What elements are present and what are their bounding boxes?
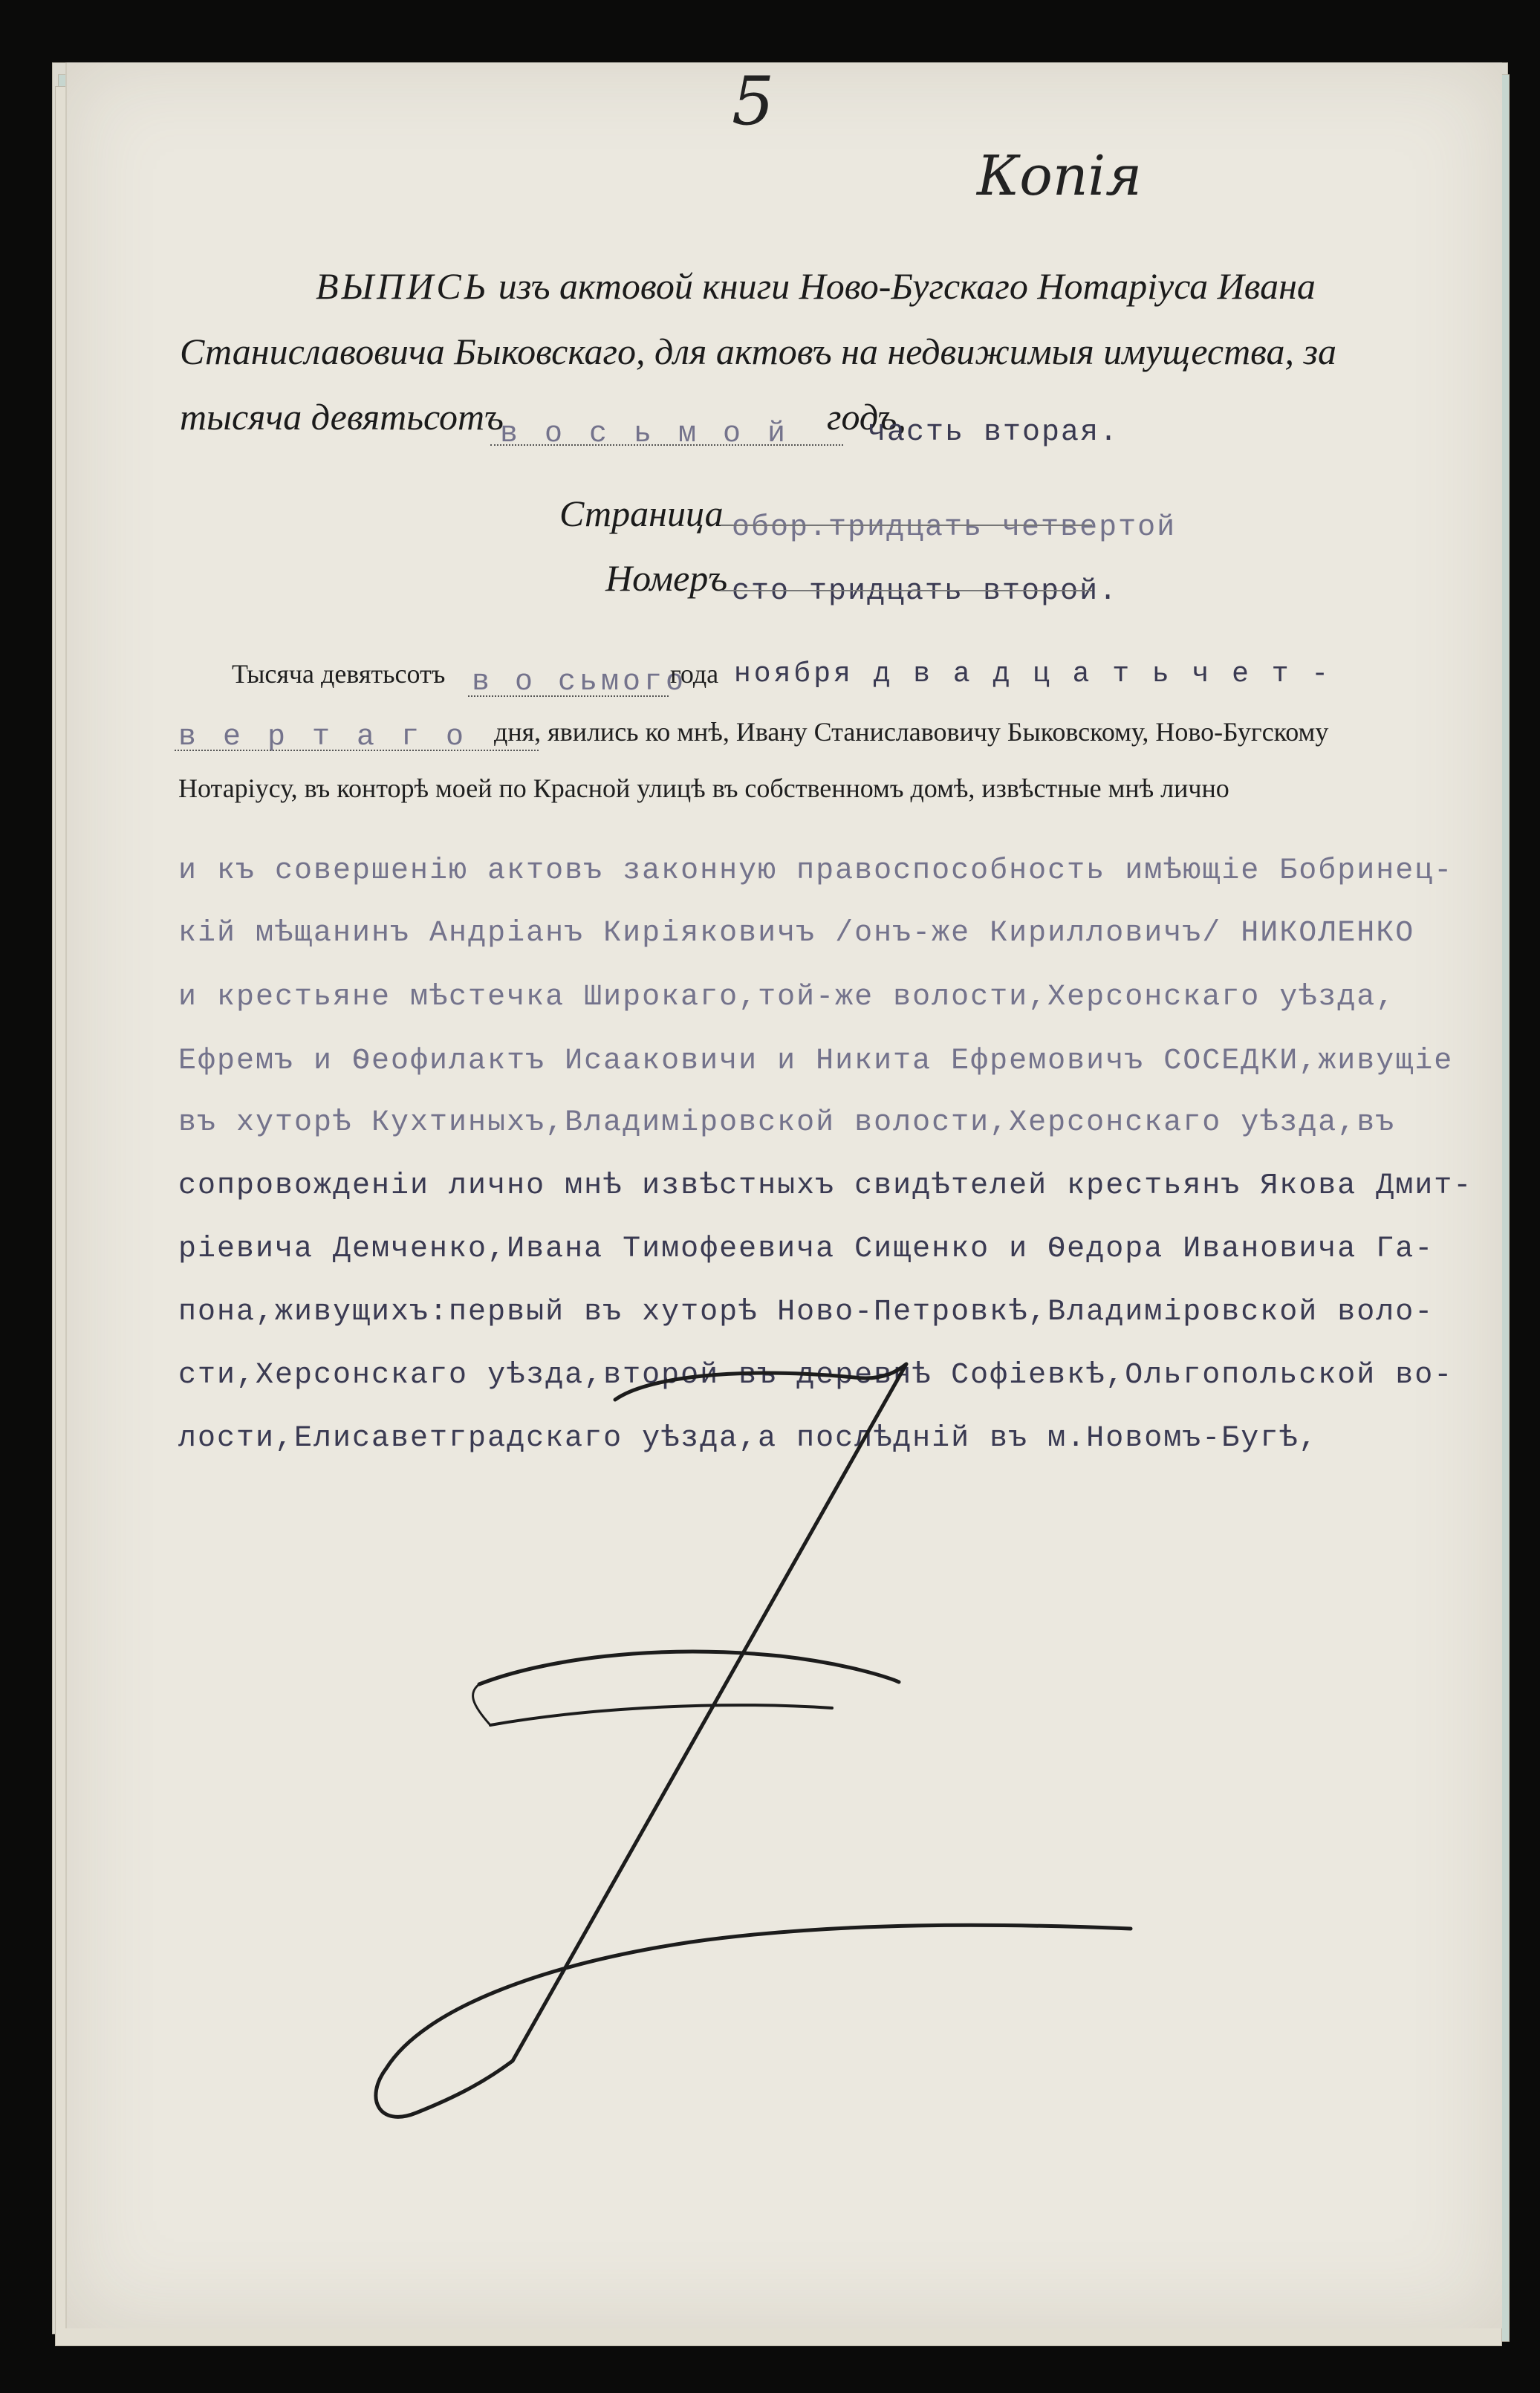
header-year-word: годъ, [827, 396, 906, 438]
body-l2-b: дня, явились ко мнѣ, Ивану Станиславовичу Быковскому, Ново-Бугскому [494, 717, 1329, 747]
number-value: сто тридцать второй. [732, 575, 1119, 608]
body-l1-b: в о сьмого [472, 666, 688, 699]
cancellation-flourish [67, 62, 1502, 2328]
body-l1-c: года [670, 659, 719, 689]
page-number: 5 [732, 62, 775, 140]
header-part: часть вторая. [868, 416, 1120, 449]
typed-line: ріевича Демченко,Ивана Тимофеевича Сищенко и Ѳедора Ивановича Га- [178, 1233, 1435, 1266]
number-label: Номеръ [605, 557, 728, 599]
body-l1-a: Тысяча девятьсотъ [232, 659, 446, 689]
body-l3: Нотаріусу, въ конторѣ моей по Красной улицѣ въ собственномъ домѣ, извѣстные мнѣ лично [178, 773, 1229, 803]
page-label: Страница [559, 493, 724, 534]
copy-mark: Копія [977, 144, 1143, 208]
body-l1-d: ноября д в а д ц а т ь ч е т - [734, 658, 1332, 690]
typed-line: и къ совершенію актовъ законную правоспособность имѣющіе Бобринец- [178, 854, 1454, 888]
typed-line: сопровожденіи лично мнѣ извѣстныхъ свидѣтелей крестьянъ Якова Дмит- [178, 1169, 1473, 1203]
header-line-3-start: тысяча девятьсотъ [180, 396, 504, 438]
page-value: обор.тридцать четвертой [732, 511, 1177, 545]
typed-line: Ефремъ и Ѳеофилактъ Исааковичи и Никита Ефремовичъ СОСЕДКИ,живущіе [178, 1045, 1454, 1078]
typed-line: кій мѣщанинъ Андріанъ Киріяковичъ /онъ-же Кирилловичъ/ НИКОЛЕНКО [178, 917, 1415, 950]
body-l2-a: в е р т а г о [178, 721, 469, 754]
typed-line: сти,Херсонскаго уѣзда,второй въ деревнѣ Софіевкѣ,Ольгопольской во- [178, 1359, 1454, 1392]
typed-line: и крестьяне мѣстечка Широкаго,той-же волости,Херсонскаго уѣзда, [178, 981, 1396, 1014]
header-line-2: Станиславовича Быковскаго, для актовъ на недвижимыя имущества, за [180, 331, 1337, 372]
document-page [65, 62, 1502, 2328]
typed-line: въ хуторѣ Кухтиныхъ,Владиміровской волости,Херсонскаго уѣзда,въ [178, 1106, 1396, 1140]
typed-line: пона,живущихъ:первый въ хуторѣ Ново-Петровкѣ,Владиміровской воло- [178, 1296, 1435, 1329]
header-year-typed: в о с ь м о й [500, 418, 790, 451]
header-line-1-rest: изъ актовой книги Ново-Бугскаго Нотаріуса Ивана [498, 265, 1316, 307]
header-title: ВЫПИСЬ [316, 265, 490, 307]
typed-line: лости,Елисаветградскаго уѣзда,а послѣдній въ м.Новомъ-Бугѣ, [178, 1422, 1319, 1455]
